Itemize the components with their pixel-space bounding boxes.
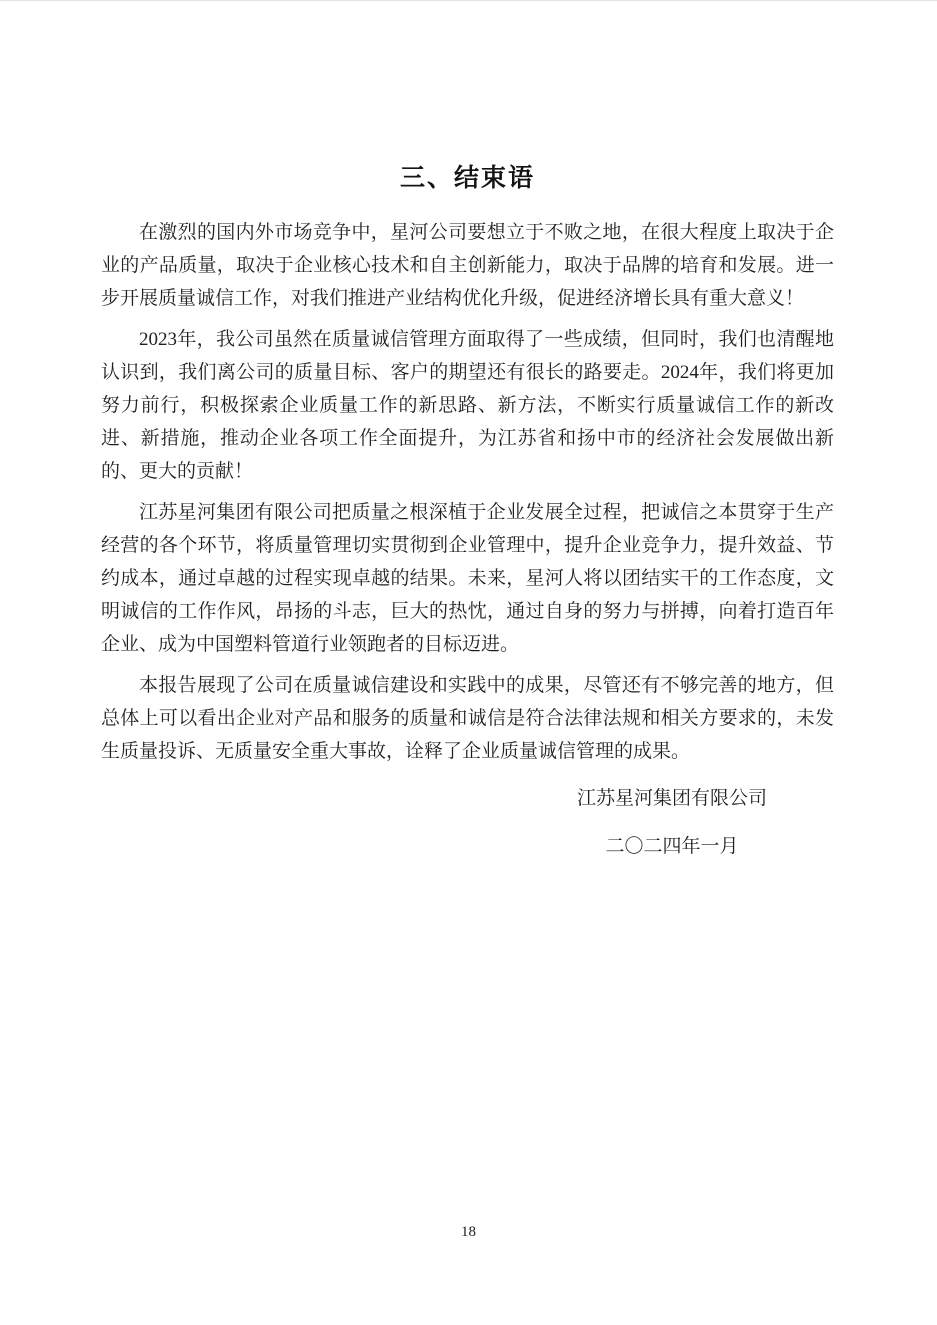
- body-paragraph-3: 江苏星河集团有限公司把质量之根深植于企业发展全过程，把诚信之本贯穿于生产经营的各个环节，将质量管理切实贯彻到企业管理中，提升企业竞争力，提升效益、节约成本，通过卓越的过程实现卓越的结果。未来，星河人将以团结实干的工作态度，文明诚信的工作作风，昂扬的斗志，巨大的热忱，通过自身的努力与拼搏，向着打造百年企业、成为中国塑料管道行业领跑者的目标迈进。: [101, 502, 834, 655]
- body-paragraph-2: 2023年，我公司虽然在质量诚信管理方面取得了一些成绩，但同时，我们也清醒地认识到，我们离公司的质量目标、客户的期望还有很长的路要走。2024年，我们将更加努力前行，积极探索企业质量工作的新思路、新方法，不断实行质量诚信工作的新改进、新措施，推动企业各项工作全面提升，为江苏省和扬中市的经济社会发展做出新的、更大的贡献！: [101, 329, 834, 482]
- signature-block: [512, 782, 832, 863]
- signature-date: 二〇二四年一月: [605, 836, 739, 857]
- signature-company: 江苏星河集团有限公司: [576, 788, 767, 809]
- page-number: 18: [461, 1224, 476, 1240]
- page-title: 三、结束语: [399, 164, 535, 192]
- content-area: [101, 159, 834, 863]
- body-paragraph-4: 本报告展现了公司在质量诚信建设和实践中的成果，尽管还有不够完善的地方，但总体上可以看出企业对产品和服务的质量和诚信是符合法律法规和相关方要求的，未发生质量投诉、无质量安全重大事故，诠释了企业质量诚信管理的成果。: [101, 675, 834, 762]
- page-footer: [0, 1222, 937, 1242]
- body-paragraph-1: 在激烈的国内外市场竞争中，星河公司要想立于不败之地，在很大程度上取决于企业的产品质量，取决于企业核心技术和自主创新能力，取决于品牌的培育和发展。进一步开展质量诚信工作，对我们推进产业结构优化升级，促进经济增长具有重大意义！: [101, 222, 834, 309]
